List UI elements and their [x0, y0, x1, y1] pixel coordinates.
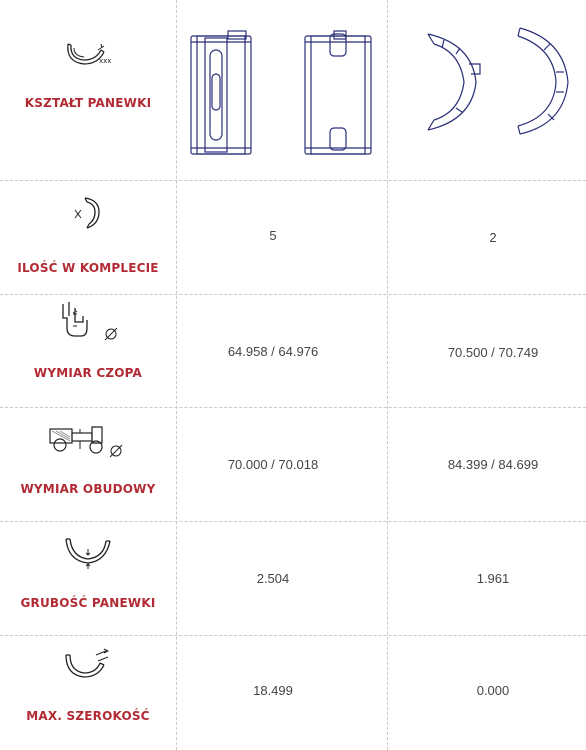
row-label: WYMIAR CZOPA: [33, 366, 143, 380]
thickness-value-main: 2.504: [256, 571, 290, 586]
table-row: [0, 521, 586, 635]
quantity-value-main: 5: [269, 228, 277, 243]
thickness-value-thrust: 1.961: [476, 571, 510, 586]
row-label: WYMIAR OBUDOWY: [20, 482, 156, 496]
bearing-shell-icon: [0, 36, 176, 70]
table-row: [0, 635, 586, 750]
table-row: [0, 0, 586, 180]
table-row: [0, 294, 586, 407]
bearing-front-view: [186, 28, 256, 158]
table-row: [0, 407, 586, 521]
row-label: KSZTAŁT PANEWKI: [24, 96, 152, 110]
housing-value-thrust: 84.399 / 84.699: [447, 457, 539, 472]
journal-value-thrust: 70.500 / 70.749: [447, 345, 539, 360]
thrust-washer-left-view: [420, 26, 486, 138]
row-label: GRUBOŚĆ PANEWKI: [20, 596, 156, 610]
journal-value-main: 64.958 / 64.976: [227, 344, 319, 359]
width-value-thrust: 0.000: [476, 683, 510, 698]
journal-diameter-icon: [0, 298, 176, 342]
shell-thickness-icon: [0, 533, 176, 573]
table-row: [0, 180, 586, 294]
bearing-back-view: [300, 28, 376, 158]
housing-diameter-icon: [0, 419, 176, 459]
max-width-icon: [0, 647, 176, 687]
thrust-washer-right-view: [512, 26, 578, 138]
row-label: ILOŚĆ W KOMPLECIE: [17, 261, 159, 275]
svg-text:xxx: xxx: [99, 57, 112, 65]
width-value-main: 18.499: [253, 683, 293, 698]
row-label: MAX. SZEROKOŚĆ: [26, 709, 150, 723]
housing-value-main: 70.000 / 70.018: [227, 457, 319, 472]
quantity-icon: [0, 192, 176, 232]
quantity-value-thrust: 2: [489, 230, 497, 245]
